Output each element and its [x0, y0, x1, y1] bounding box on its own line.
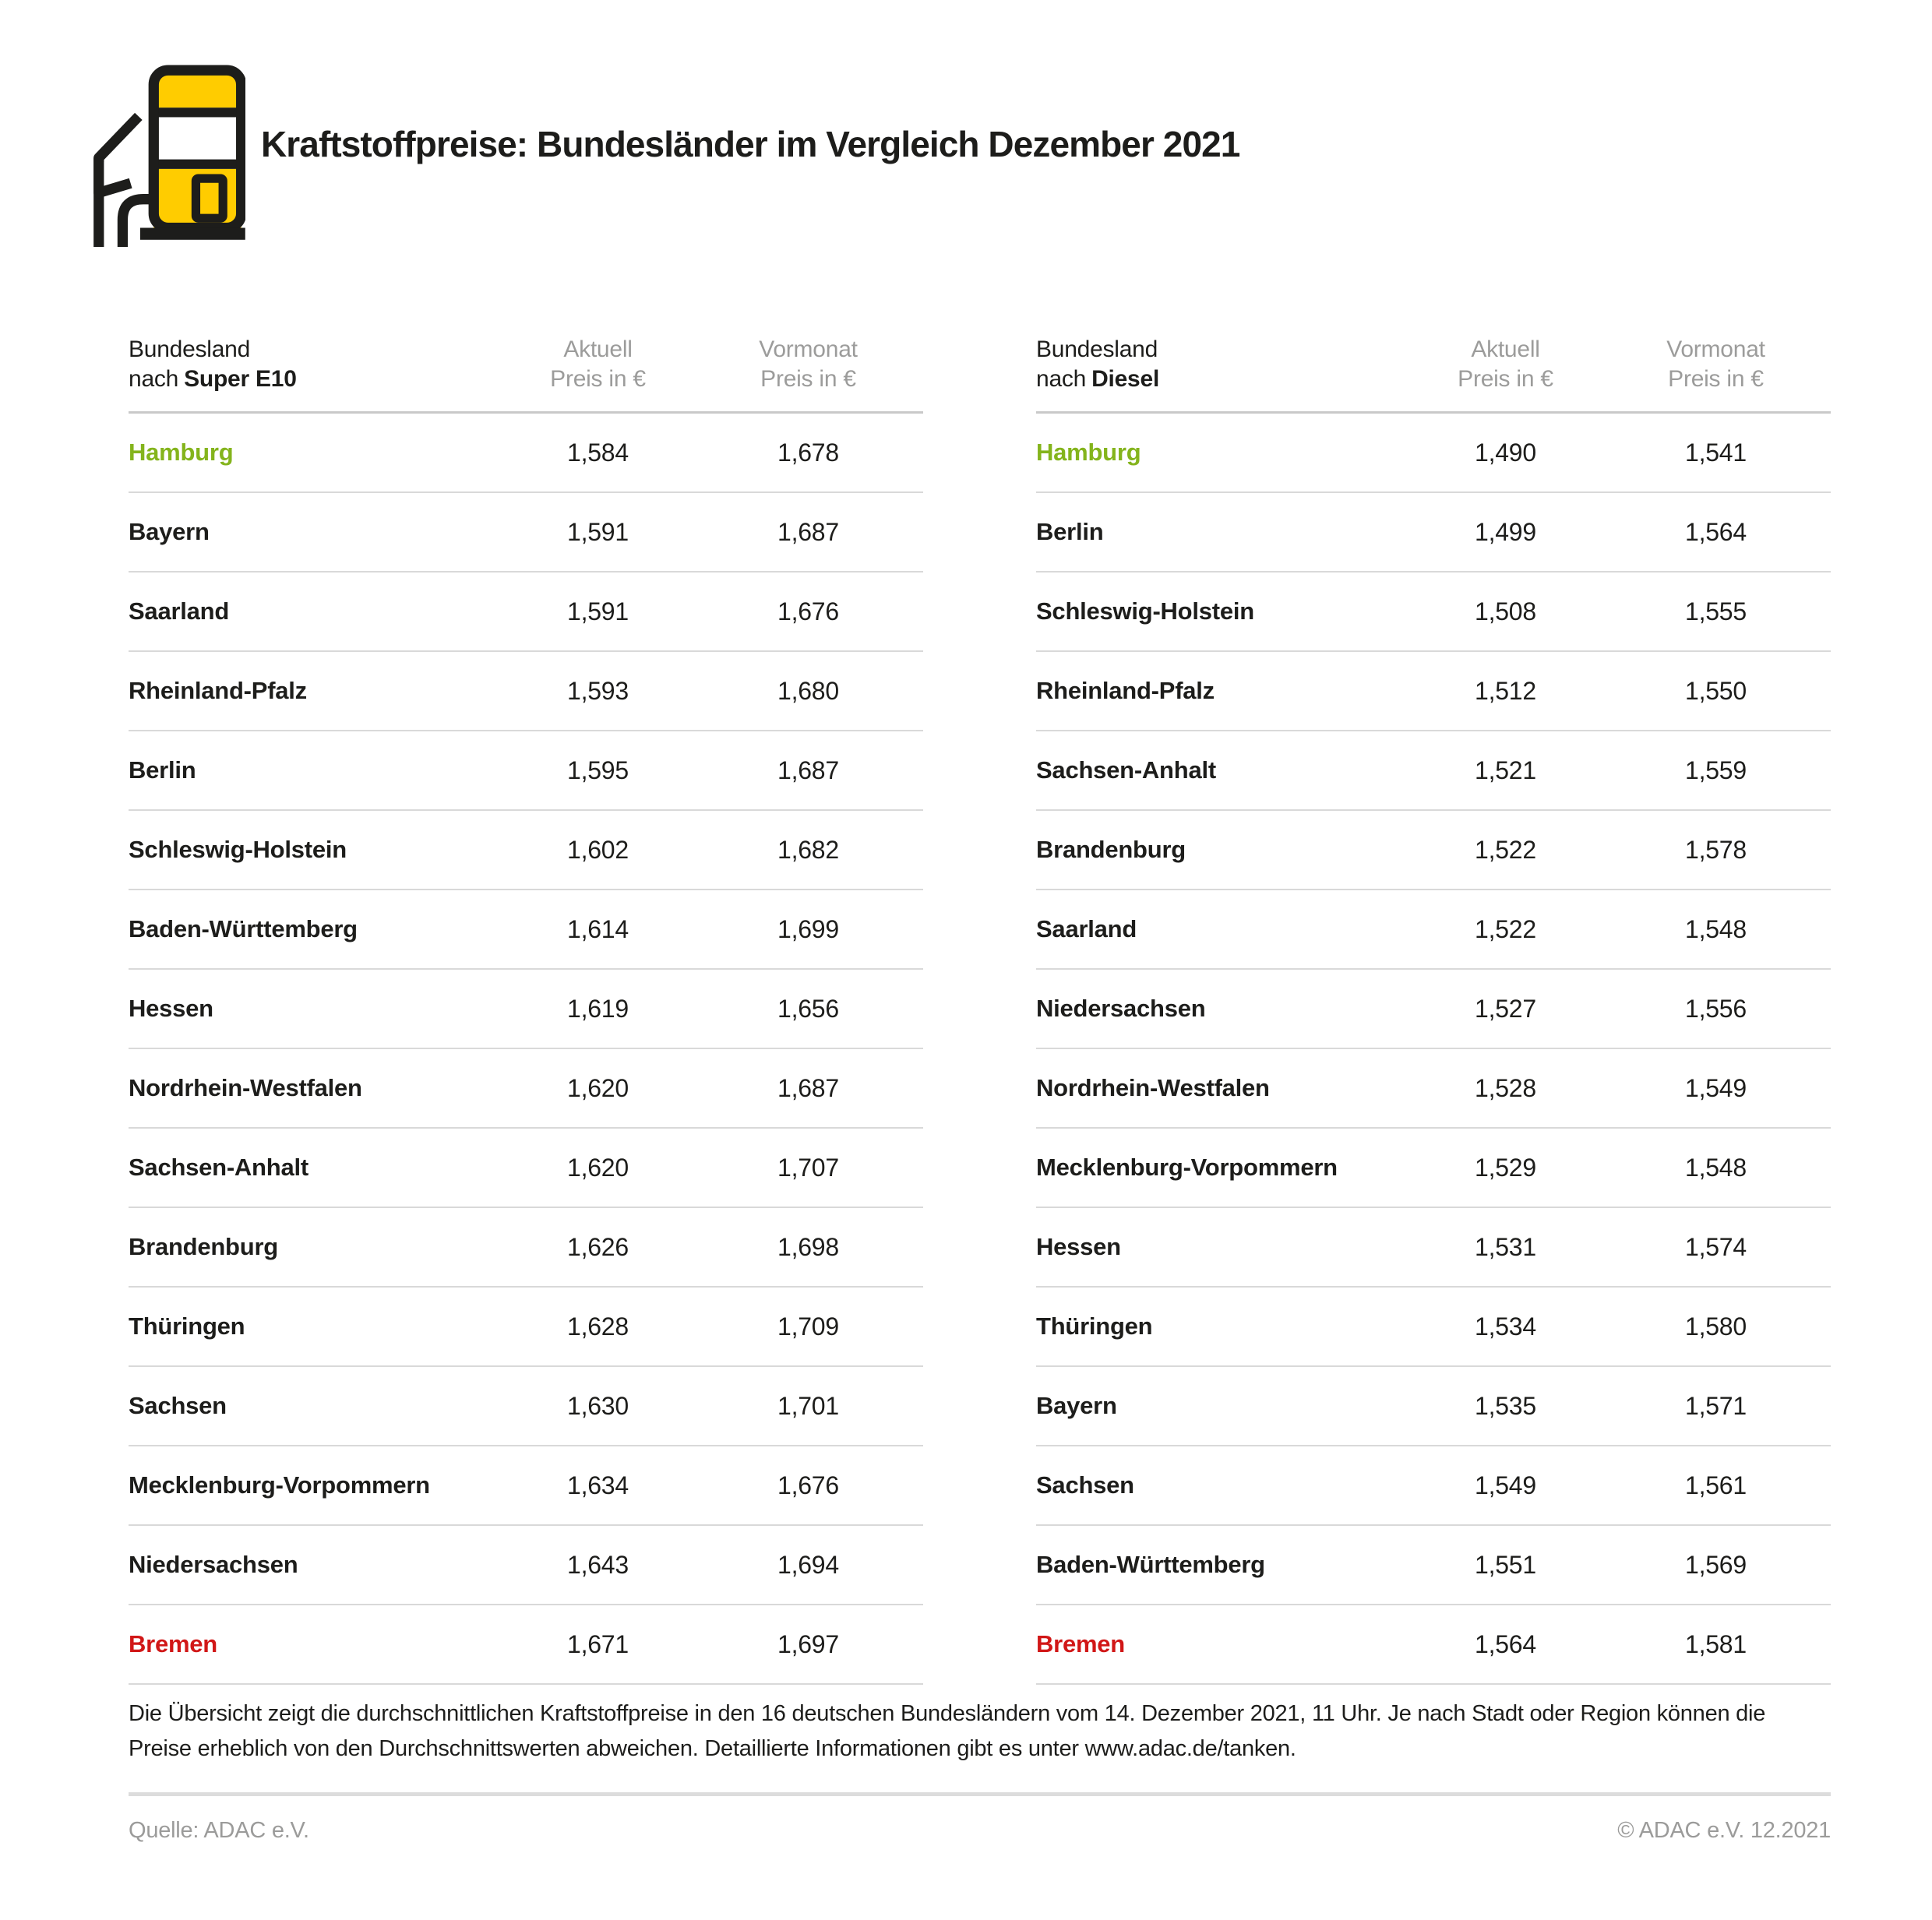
table-row [1036, 1208, 1831, 1288]
state-name: Hessen [1036, 1233, 1121, 1260]
state-name: Baden-Württemberg [1036, 1551, 1265, 1578]
aktuell-price: 1,619 [567, 994, 629, 1023]
vormonat-price: 1,687 [777, 1073, 839, 1102]
state-name: Bremen [129, 1630, 217, 1658]
state-name: Thüringen [129, 1312, 245, 1340]
vormonat-price: 1,699 [777, 914, 839, 943]
vormonat-price: 1,548 [1685, 914, 1747, 943]
column-header-vormonat: Vormonat [759, 336, 858, 362]
vormonat-price: 1,556 [1685, 994, 1747, 1023]
table-row [1036, 1288, 1831, 1367]
table-row [129, 1526, 923, 1605]
vormonat-price: 1,676 [777, 1471, 839, 1499]
vormonat-price: 1,559 [1685, 756, 1747, 784]
vormonat-price: 1,687 [777, 517, 839, 546]
aktuell-price: 1,628 [567, 1312, 629, 1340]
table-row [129, 1446, 923, 1526]
table-row [129, 652, 923, 731]
state-name: Sachsen-Anhalt [129, 1154, 308, 1181]
table-row [129, 1129, 923, 1208]
state-name: Sachsen [1036, 1471, 1134, 1499]
vormonat-price: 1,548 [1685, 1153, 1747, 1182]
table-header-diesel [1036, 335, 1831, 414]
fuel-name: Super E10 [184, 366, 297, 392]
vormonat-price: 1,574 [1685, 1232, 1747, 1261]
vormonat-price: 1,687 [777, 756, 839, 784]
state-name: Brandenburg [1036, 836, 1186, 863]
state-name: Bayern [1036, 1392, 1117, 1419]
footer [129, 1818, 1831, 1844]
fuel-prefix: nach [129, 366, 179, 392]
column-header-bundesland: Bundesland [129, 336, 251, 362]
table-row [1036, 1446, 1831, 1526]
table-row [129, 731, 923, 811]
table-row [129, 1605, 923, 1685]
state-name: Baden-Württemberg [129, 915, 358, 942]
column-subheader-preis: Preis in € [1458, 366, 1553, 392]
vormonat-price: 1,541 [1685, 438, 1747, 467]
state-name: Niedersachsen [129, 1551, 298, 1578]
aktuell-price: 1,630 [567, 1391, 629, 1420]
fuel-pump-icon [78, 64, 245, 247]
state-name: Brandenburg [129, 1233, 278, 1260]
table-header-super-e10 [129, 335, 923, 414]
state-name: Schleswig-Holstein [1036, 597, 1254, 625]
tables-container [129, 335, 1831, 1685]
table-row [129, 493, 923, 572]
aktuell-price: 1,535 [1475, 1391, 1536, 1420]
state-name: Rheinland-Pfalz [129, 677, 307, 704]
vormonat-price: 1,709 [777, 1312, 839, 1340]
aktuell-price: 1,564 [1475, 1629, 1536, 1658]
table-row [1036, 1049, 1831, 1129]
table-row [1036, 1367, 1831, 1446]
aktuell-price: 1,508 [1475, 597, 1536, 625]
table-row [1036, 1526, 1831, 1605]
aktuell-price: 1,626 [567, 1232, 629, 1261]
vormonat-price: 1,697 [777, 1629, 839, 1658]
table-row [129, 890, 923, 970]
vormonat-price: 1,701 [777, 1391, 839, 1420]
vormonat-price: 1,680 [777, 676, 839, 705]
copyright-label: © ADAC e.V. 12.2021 [1617, 1818, 1831, 1843]
table-row [1036, 652, 1831, 731]
column-header-vormonat: Vormonat [1666, 336, 1765, 362]
state-name: Sachsen [129, 1392, 227, 1419]
aktuell-price: 1,634 [567, 1471, 629, 1499]
footnote-line: Die Übersicht zeigt die durchschnittlichen Kraftstoffpreise in den 16 deutschen Bundesländern vom 14. Dezember 2021, 11 Uhr. Je nach Stadt oder Region können die [129, 1701, 1766, 1726]
column-subheader-preis: Preis in € [550, 366, 646, 392]
vormonat-price: 1,571 [1685, 1391, 1747, 1420]
fuel-prefix: nach [1036, 366, 1087, 392]
vormonat-price: 1,550 [1685, 676, 1747, 705]
state-name: Saarland [1036, 915, 1137, 942]
table-body-super-e10 [129, 414, 923, 1685]
source-label: Quelle: ADAC e.V. [129, 1818, 309, 1843]
vormonat-price: 1,549 [1685, 1073, 1747, 1102]
state-name: Berlin [1036, 518, 1104, 545]
state-name: Saarland [129, 597, 230, 625]
vormonat-price: 1,707 [777, 1153, 839, 1182]
table-row [1036, 890, 1831, 970]
footnote [129, 1696, 1831, 1767]
table-diesel [1036, 335, 1831, 1685]
aktuell-price: 1,529 [1475, 1153, 1536, 1182]
state-name: Nordrhein-Westfalen [1036, 1074, 1270, 1101]
vormonat-price: 1,694 [777, 1550, 839, 1579]
aktuell-price: 1,551 [1475, 1550, 1536, 1579]
aktuell-price: 1,499 [1475, 517, 1536, 546]
vormonat-price: 1,656 [777, 994, 839, 1023]
state-name: Thüringen [1036, 1312, 1153, 1340]
state-name: Bremen [1036, 1630, 1125, 1658]
table-row [129, 811, 923, 890]
aktuell-price: 1,593 [567, 676, 629, 705]
state-name: Mecklenburg-Vorpommern [129, 1471, 430, 1499]
vormonat-price: 1,678 [777, 438, 839, 467]
table-row [1036, 970, 1831, 1049]
column-header-bundesland: Bundesland [1036, 336, 1158, 362]
table-row [129, 1208, 923, 1288]
table-row [129, 572, 923, 652]
column-header-aktuell: Aktuell [1471, 336, 1540, 362]
state-name: Bayern [129, 518, 210, 545]
state-name: Sachsen-Anhalt [1036, 756, 1216, 784]
table-row [1036, 493, 1831, 572]
table-row [129, 1049, 923, 1129]
aktuell-price: 1,643 [567, 1550, 629, 1579]
state-name: Nordrhein-Westfalen [129, 1074, 362, 1101]
aktuell-price: 1,614 [567, 914, 629, 943]
footnote-line: Preise erheblich von den Durchschnittswerten abweichen. Detaillierte Informationen gibt es unter www.adac.de/tanken. [129, 1736, 1296, 1761]
vormonat-price: 1,569 [1685, 1550, 1747, 1579]
aktuell-price: 1,512 [1475, 676, 1536, 705]
vormonat-price: 1,682 [777, 835, 839, 864]
vormonat-price: 1,676 [777, 597, 839, 625]
state-name: Hamburg [129, 439, 234, 466]
aktuell-price: 1,620 [567, 1153, 629, 1182]
table-row [1036, 1129, 1831, 1208]
vormonat-price: 1,555 [1685, 597, 1747, 625]
state-name: Niedersachsen [1036, 995, 1206, 1022]
footer-divider [129, 1792, 1831, 1796]
aktuell-price: 1,528 [1475, 1073, 1536, 1102]
page-title: Kraftstoffpreise: Bundesländer im Vergleich Dezember 2021 [261, 124, 1240, 164]
vormonat-price: 1,564 [1685, 517, 1747, 546]
aktuell-price: 1,531 [1475, 1232, 1536, 1261]
fuel-name: Diesel [1091, 366, 1160, 392]
state-name: Hamburg [1036, 439, 1141, 466]
table-row [129, 1367, 923, 1446]
aktuell-price: 1,522 [1475, 835, 1536, 864]
table-row [1036, 414, 1831, 493]
aktuell-price: 1,549 [1475, 1471, 1536, 1499]
aktuell-price: 1,595 [567, 756, 629, 784]
column-header-aktuell: Aktuell [563, 336, 633, 362]
aktuell-price: 1,591 [567, 597, 629, 625]
table-row [1036, 731, 1831, 811]
vormonat-price: 1,580 [1685, 1312, 1747, 1340]
aktuell-price: 1,584 [567, 438, 629, 467]
aktuell-price: 1,534 [1475, 1312, 1536, 1340]
table-row [1036, 1605, 1831, 1685]
aktuell-price: 1,490 [1475, 438, 1536, 467]
aktuell-price: 1,522 [1475, 914, 1536, 943]
vormonat-price: 1,581 [1685, 1629, 1747, 1658]
aktuell-price: 1,602 [567, 835, 629, 864]
aktuell-price: 1,671 [567, 1629, 629, 1658]
column-subheader-preis: Preis in € [1668, 366, 1764, 392]
vormonat-price: 1,698 [777, 1232, 839, 1261]
state-name: Rheinland-Pfalz [1036, 677, 1215, 704]
table-super-e10 [129, 335, 923, 1685]
aktuell-price: 1,527 [1475, 994, 1536, 1023]
aktuell-price: 1,620 [567, 1073, 629, 1102]
state-name: Berlin [129, 756, 196, 784]
vormonat-price: 1,561 [1685, 1471, 1747, 1499]
state-name: Hessen [129, 995, 213, 1022]
table-row [1036, 811, 1831, 890]
state-name: Schleswig-Holstein [129, 836, 347, 863]
table-body-diesel [1036, 414, 1831, 1685]
table-row [1036, 572, 1831, 652]
aktuell-price: 1,591 [567, 517, 629, 546]
table-row [129, 1288, 923, 1367]
aktuell-price: 1,521 [1475, 756, 1536, 784]
column-subheader-preis: Preis in € [760, 366, 856, 392]
vormonat-price: 1,578 [1685, 835, 1747, 864]
table-row [129, 970, 923, 1049]
state-name: Mecklenburg-Vorpommern [1036, 1154, 1338, 1181]
table-row [129, 414, 923, 493]
